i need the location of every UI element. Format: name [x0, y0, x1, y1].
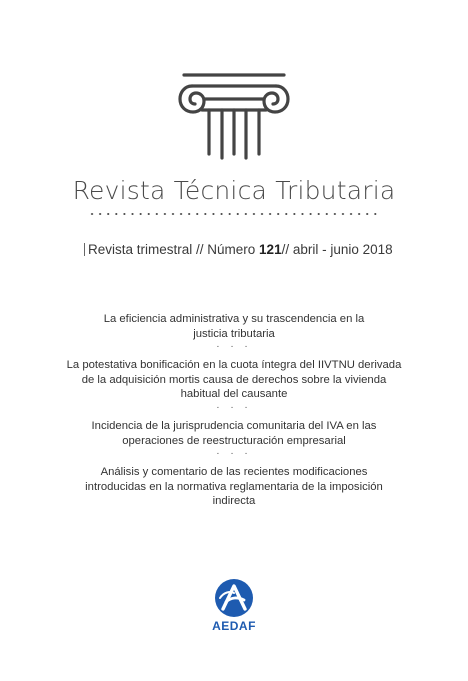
- article-separator: · · ·: [216, 448, 252, 460]
- article-separator: · · ·: [216, 341, 252, 353]
- issue-prefix: Revista trimestral // Número: [88, 242, 260, 257]
- article-title-1: La eficiencia administrativa y su trascendencia en la justicia tributaria: [103, 313, 365, 340]
- journal-title: Revista Técnica Tributaria: [72, 176, 396, 205]
- ionic-column-icon: [172, 66, 296, 166]
- publisher-name: AEDAF: [212, 619, 256, 633]
- aedaf-logo-icon: [214, 578, 254, 618]
- article-separator: · · ·: [216, 401, 252, 413]
- issue-info-marker: [84, 243, 85, 256]
- issue-info: [84, 242, 393, 257]
- dotted-divider: [88, 211, 380, 217]
- article-title-4: Análisis y comentario de las recientes modificaciones introducidas en la normativa reglamentaria de la imposición indirecta: [85, 466, 383, 508]
- article-title-2: La potestativa bonificación en la cuota íntegra del IIVTNU derivada de la adquisición mortis causa de derechos sobre la vivienda habitual del causante: [66, 359, 402, 401]
- article-list: [60, 312, 408, 509]
- publisher-logo: [194, 578, 274, 633]
- article-title-3: Incidencia de la jurisprudencia comunitaria del IVA en las operaciones de reestructuración empresarial: [91, 419, 377, 447]
- issue-date: // abril - junio 2018: [281, 242, 393, 257]
- issue-number: 121: [259, 242, 282, 257]
